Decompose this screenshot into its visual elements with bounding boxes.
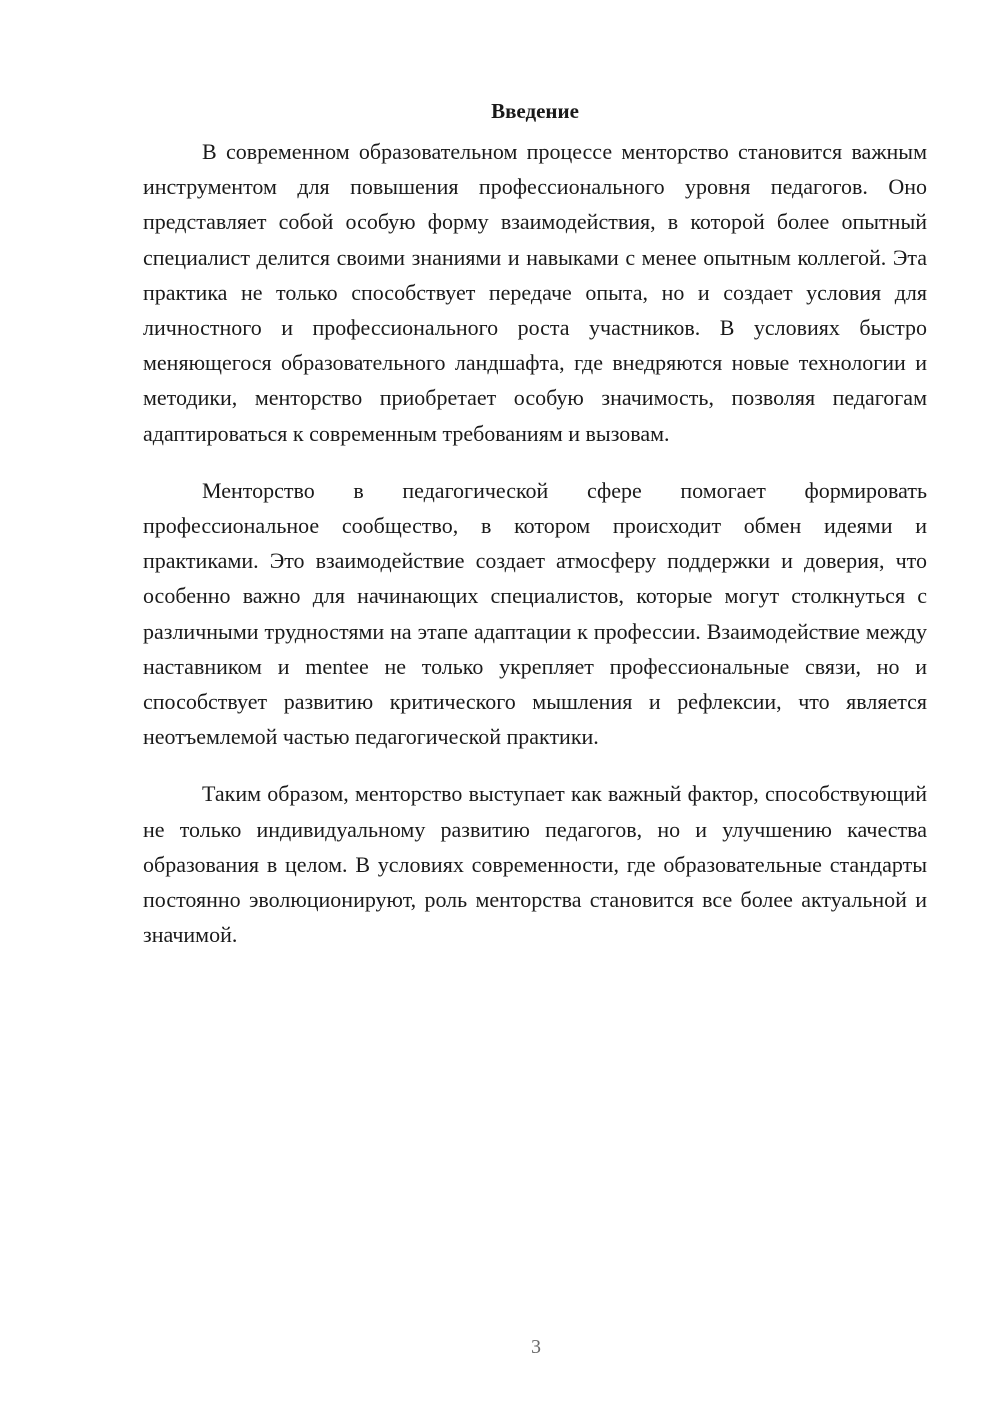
paragraph: Менторство в педагогической сфере помогает формировать профессиональное сообщество, в котором происходит обмен идеями и практиками. Это взаимодействие создает атмосферу поддержки и доверия, что особенно важно для начинающих специалистов, которые могут столкнуться с различными трудностями на этапе адаптации к профессии. Взаимодействие между наставником и mentee не только укрепляет профессиональные связи, но и способствует развитию критического мышления и рефлексии, что является неотъемлемой частью педагогической практики. [143, 477, 927, 750]
paragraph: Таким образом, менторство выступает как важный фактор, способствующий не только индивидуальному развитию педагогов, но и улучшению качества образования в целом. В условиях современности, где образовательные стандарты постоянно эволюционируют, роль менторства становится все более актуальной и значимой. [143, 781, 927, 948]
page-number: 3 [531, 1336, 541, 1358]
paragraph: В современном образовательном процессе менторство становится важным инструментом для повышения профессионального уровня педагогов. Оно представляет собой особую форму взаимодействия, в которой более опытный специалист делится своими знаниями и навыками с менее опытным коллегой. Эта практика не только способствует передаче опыта, но и создает условия для личностного и профессионального роста участников. В условиях быстро меняющегося образовательного ландшафта, где внедряются новые технологии и методики, менторство приобретает особую значимость, позволяя педагогам адаптироваться к современным требованиям и вызовам. [143, 139, 927, 446]
section-heading: Введение [491, 99, 579, 123]
page-content [143, 94, 927, 974]
